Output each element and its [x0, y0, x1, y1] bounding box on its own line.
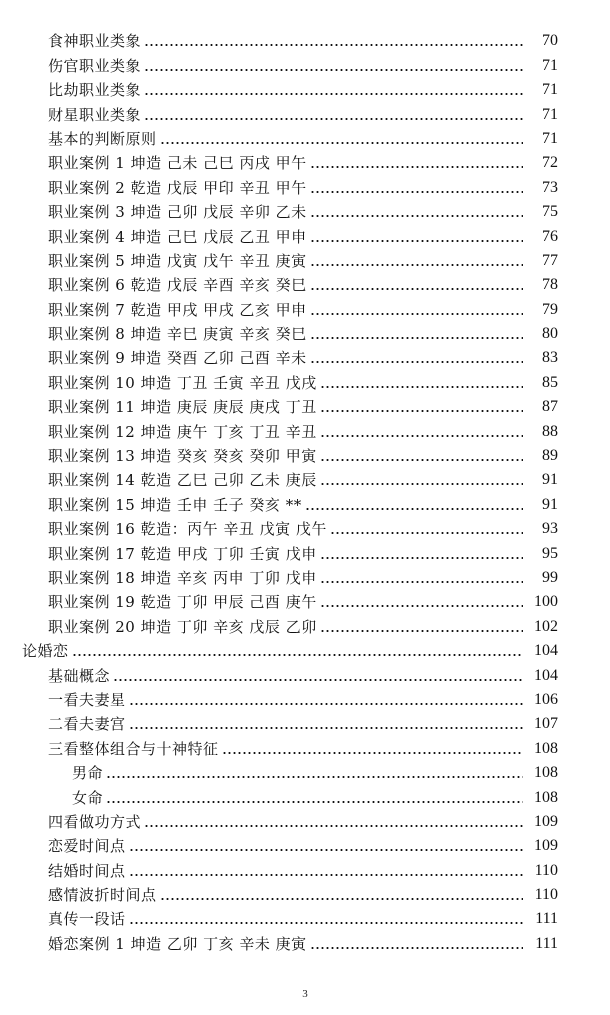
toc-page-number: 89	[542, 447, 558, 465]
toc-entry[interactable]	[0, 855, 610, 879]
toc-page-number: 93	[542, 520, 558, 538]
dot-leader	[330, 532, 523, 534]
toc-page-number: 87	[542, 398, 558, 416]
toc-entry[interactable]	[0, 270, 610, 294]
toc-page-number: 99	[542, 568, 558, 586]
toc-page-number: 77	[542, 251, 558, 269]
toc-page-number: 83	[542, 349, 558, 367]
toc-entry-label: 职业案例 5 坤造 戊寅 戊午 辛丑 庚寅	[48, 251, 307, 270]
toc-subentry[interactable]	[0, 782, 610, 806]
dot-leader	[320, 581, 523, 583]
toc-page-number: 76	[542, 227, 558, 245]
dot-leader	[144, 44, 523, 46]
toc-page-number: 100	[534, 593, 558, 611]
toc-entry[interactable]	[0, 563, 610, 587]
toc-page-number: 72	[542, 154, 558, 172]
toc-entry[interactable]	[0, 416, 610, 440]
toc-page-number: 108	[534, 788, 558, 806]
toc-entry-label: 职业案例 16 乾造：丙午 辛丑 戊寅 戊午	[48, 520, 327, 539]
dot-leader	[144, 118, 523, 120]
toc-page-number: 107	[534, 715, 558, 733]
dot-leader	[222, 752, 523, 754]
table-of-contents	[0, 26, 610, 953]
dot-leader	[72, 654, 523, 656]
dot-leader	[310, 313, 523, 315]
toc-entry[interactable]	[0, 709, 610, 733]
toc-page-number: 109	[534, 837, 558, 855]
dot-leader	[106, 801, 523, 803]
toc-page-number: 110	[534, 886, 558, 904]
toc-page-number: 70	[542, 32, 558, 50]
dot-leader	[310, 191, 523, 193]
toc-entry-label: 职业案例 10 坤造 丁丑 壬寅 辛丑 戊戌	[48, 373, 317, 392]
toc-entry-label: 三看整体组合与十神特征	[48, 739, 219, 758]
toc-entry[interactable]	[0, 538, 610, 562]
toc-entry[interactable]	[0, 489, 610, 513]
toc-chapter-entry[interactable]	[0, 636, 610, 660]
toc-entry[interactable]	[0, 246, 610, 270]
toc-page-number: 91	[542, 471, 558, 489]
toc-entry-label: 职业案例 20 坤造 丁卯 辛亥 戊辰 乙卯	[48, 617, 317, 636]
toc-page-number: 111	[535, 934, 558, 952]
toc-entry[interactable]	[0, 75, 610, 99]
dot-leader	[310, 288, 523, 290]
toc-entry-label: 职业案例 9 坤造 癸酉 乙卯 己酉 辛未	[48, 349, 307, 368]
dot-leader	[144, 69, 523, 71]
toc-page-number: 71	[542, 105, 558, 123]
toc-entry[interactable]	[0, 294, 610, 318]
toc-entry[interactable]	[0, 50, 610, 74]
toc-entry[interactable]	[0, 319, 610, 343]
toc-subentry[interactable]	[0, 758, 610, 782]
toc-entry[interactable]	[0, 611, 610, 635]
toc-page-number: 104	[534, 642, 558, 660]
toc-entry-label: 职业案例 11 坤造 庚辰 庚辰 庚戌 丁丑	[48, 398, 317, 417]
dot-leader	[129, 874, 523, 876]
toc-page-number: 91	[542, 495, 558, 513]
toc-entry[interactable]	[0, 685, 610, 709]
toc-page-number: 88	[542, 422, 558, 440]
toc-page-number: 85	[542, 373, 558, 391]
toc-entry-label: 职业案例 18 坤造 辛亥 丙申 丁卯 戊申	[48, 568, 317, 587]
toc-entry-label: 职业案例 3 坤造 己卯 戊辰 辛卯 乙未	[48, 203, 307, 222]
toc-entry-label: 职业案例 17 乾造 甲戌 丁卯 壬寅 戊申	[48, 544, 317, 563]
toc-entry[interactable]	[0, 880, 610, 904]
toc-entry-label: 结婚时间点	[48, 861, 126, 880]
dot-leader	[320, 605, 523, 607]
toc-entry[interactable]	[0, 465, 610, 489]
dot-leader	[320, 386, 523, 388]
dot-leader	[129, 703, 523, 705]
toc-page-number: 102	[534, 617, 558, 635]
toc-page-number: 79	[542, 300, 558, 318]
dot-leader	[320, 630, 523, 632]
toc-page-number: 71	[542, 56, 558, 74]
toc-page-number: 71	[542, 81, 558, 99]
dot-leader	[310, 361, 523, 363]
dot-leader	[310, 337, 523, 339]
toc-entry-label: 食神职业类象	[48, 32, 142, 51]
toc-page-number: 106	[534, 690, 558, 708]
dot-leader	[144, 825, 523, 827]
toc-page-number: 95	[542, 544, 558, 562]
toc-entry[interactable]	[0, 172, 610, 196]
dot-leader	[129, 727, 523, 729]
toc-page-number: 108	[534, 739, 558, 757]
toc-entry-label: 婚恋案例 1 坤造 乙卯 丁亥 辛未 庚寅	[48, 934, 307, 953]
dot-leader	[160, 898, 523, 900]
toc-page-number: 109	[534, 812, 558, 830]
toc-entry[interactable]	[0, 99, 610, 123]
toc-entry-label: 职业案例 8 坤造 辛巳 庚寅 辛亥 癸巳	[48, 325, 307, 344]
toc-entry-label: 财星职业类象	[48, 105, 142, 124]
toc-entry-label: 职业案例 1 坤造 己未 己巳 丙戌 甲午	[48, 154, 307, 173]
toc-entry[interactable]	[0, 148, 610, 172]
toc-entry-label: 职业案例 6 乾造 戊辰 辛酉 辛亥 癸巳	[48, 276, 307, 295]
toc-entry-label: 恋爱时间点	[48, 837, 126, 856]
toc-entry-label: 感情波折时间点	[48, 886, 157, 905]
toc-entry[interactable]	[0, 831, 610, 855]
toc-entry[interactable]	[0, 343, 610, 367]
toc-entry-label: 职业案例 7 乾造 甲戌 甲戌 乙亥 甲申	[48, 300, 307, 319]
page-number: 3	[302, 988, 308, 1000]
toc-entry-label: 职业案例 13 坤造 癸亥 癸亥 癸卯 甲寅	[48, 447, 317, 466]
toc-entry[interactable]	[0, 928, 610, 952]
toc-entry-label: 二看夫妻宫	[48, 715, 126, 734]
toc-entry[interactable]	[0, 26, 610, 50]
toc-page-number: 78	[542, 276, 558, 294]
toc-entry[interactable]	[0, 392, 610, 416]
toc-entry-label: 基础概念	[48, 666, 111, 685]
dot-leader	[310, 264, 523, 266]
dot-leader	[144, 93, 523, 95]
toc-entry[interactable]	[0, 807, 610, 831]
toc-entry[interactable]	[0, 904, 610, 928]
toc-entry-label: 职业案例 19 乾造 丁卯 甲辰 己酉 庚午	[48, 593, 317, 612]
toc-entry[interactable]	[0, 514, 610, 538]
toc-entry-label: 四看做功方式	[48, 812, 142, 831]
toc-page-number: 110	[534, 861, 558, 879]
toc-entry[interactable]	[0, 124, 610, 148]
dot-leader	[129, 922, 523, 924]
dot-leader	[320, 435, 523, 437]
toc-entry-label: 职业案例 4 坤造 己巳 戊辰 乙丑 甲申	[48, 227, 307, 246]
toc-page-number: 71	[542, 129, 558, 147]
toc-entry-label: 论婚恋	[22, 642, 69, 661]
toc-entry[interactable]	[0, 733, 610, 757]
toc-page-number: 104	[534, 666, 558, 684]
dot-leader	[310, 166, 523, 168]
toc-page-number: 111	[535, 910, 558, 928]
dot-leader	[113, 679, 523, 681]
dot-leader	[320, 483, 523, 485]
dot-leader	[129, 849, 523, 851]
dot-leader	[320, 557, 523, 559]
dot-leader	[106, 776, 523, 778]
toc-page-number: 73	[542, 178, 558, 196]
toc-page-number: 80	[542, 325, 558, 343]
dot-leader	[310, 240, 523, 242]
toc-entry-label: 真传一段话	[48, 910, 126, 929]
toc-entry[interactable]	[0, 197, 610, 221]
toc-entry-label: 伤官职业类象	[48, 56, 142, 75]
toc-page-number: 108	[534, 764, 558, 782]
toc-entry-label: 比劫职业类象	[48, 81, 142, 100]
toc-entry-label: 职业案例 12 坤造 庚午 丁亥 丁丑 辛丑	[48, 422, 317, 441]
dot-leader	[320, 410, 523, 412]
toc-entry-label: 基本的判断原则	[48, 129, 157, 148]
toc-entry[interactable]	[0, 367, 610, 391]
toc-entry[interactable]	[0, 587, 610, 611]
toc-entry-label: 男命	[72, 764, 104, 783]
dot-leader	[310, 215, 523, 217]
dot-leader	[310, 947, 523, 949]
toc-entry[interactable]	[0, 441, 610, 465]
toc-entry-label: 职业案例 15 坤造 壬申 壬子 癸亥 **	[48, 495, 302, 514]
dot-leader	[320, 459, 523, 461]
dot-leader	[160, 142, 523, 144]
toc-page-number: 75	[542, 203, 558, 221]
dot-leader	[305, 508, 523, 510]
toc-entry-label: 女命	[72, 788, 104, 807]
toc-entry[interactable]	[0, 660, 610, 684]
toc-entry-label: 职业案例 14 乾造 乙巳 己卯 乙未 庚辰	[48, 471, 317, 490]
toc-entry-label: 一看夫妻星	[48, 690, 126, 709]
toc-entry-label: 职业案例 2 乾造 戊辰 甲印 辛丑 甲午	[48, 178, 307, 197]
toc-entry[interactable]	[0, 221, 610, 245]
